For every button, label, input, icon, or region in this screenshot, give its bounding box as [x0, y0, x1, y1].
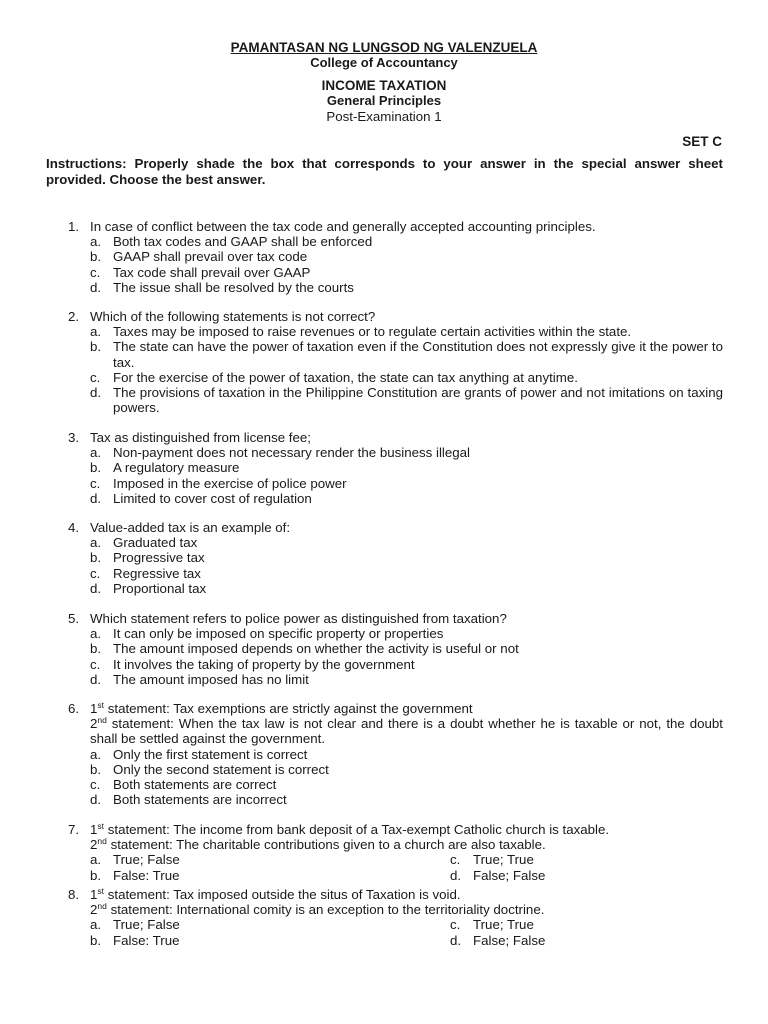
school-name: PAMANTASAN NG LUNGSOD NG VALENZUELA [230, 40, 538, 55]
ordinal: 2 [90, 716, 98, 732]
statement-2 [90, 837, 723, 852]
option-letter: d. [90, 385, 102, 400]
option-letter: c. [90, 475, 101, 491]
option-letter: c. [450, 852, 461, 868]
option-text: False; False [473, 867, 546, 883]
option-d [90, 280, 723, 295]
option-text: Imposed in the exercise of police power [113, 475, 347, 491]
option-letter: a. [90, 445, 102, 461]
statement-text: statement: The income from bank deposit of a Tax-exempt Catholic church is taxable. [104, 822, 610, 837]
option-row [90, 868, 723, 883]
option-text: Limited to cover cost of regulation [113, 490, 312, 506]
statement-2 [90, 716, 723, 746]
option-letter: d. [450, 932, 462, 948]
option-c [450, 917, 534, 932]
set-label: SET C [682, 134, 722, 149]
option-b [90, 460, 723, 475]
option-letter: a. [90, 746, 102, 762]
question-number: 6. [68, 701, 80, 716]
option-text: False: True [113, 932, 180, 948]
option-letter: d. [90, 792, 102, 808]
question-text: Tax as distinguished from license fee; [90, 430, 311, 445]
option-d [450, 868, 545, 883]
option-text: True; True [473, 852, 534, 868]
option-a [90, 445, 723, 460]
option-text: It involves the taking of property by the government [113, 656, 415, 672]
question-number: 8. [68, 887, 80, 902]
question-text: Which statement refers to police power as distinguished from taxation? [90, 611, 507, 626]
option-letter: b. [90, 550, 102, 566]
topic-title: General Principles [326, 93, 442, 108]
option-text: The state can have the power of taxation even if the Constitution does not expressly give it the power to tax. [113, 339, 723, 370]
option-c [90, 657, 723, 672]
option-c [90, 566, 723, 581]
option-letter: c. [90, 777, 101, 792]
option-a [90, 852, 180, 867]
option-letter: b. [90, 932, 102, 948]
ordinal-suffix: st [97, 700, 105, 710]
question-number: 5. [68, 611, 80, 626]
option-text: Regressive tax [113, 565, 201, 581]
option-row [90, 917, 723, 932]
option-letter: a. [90, 535, 102, 551]
option-text: The issue shall be resolved by the courts [113, 279, 354, 295]
option-text: Both tax codes and GAAP shall be enforced [113, 234, 373, 250]
option-a [90, 917, 180, 932]
option-a [90, 747, 723, 762]
option-b [90, 641, 723, 656]
question-text: In case of conflict between the tax code and generally accepted accounting principles. [90, 219, 596, 234]
option-letter: b. [90, 641, 102, 657]
ordinal-suffix: st [97, 821, 105, 831]
ordinal: 1 [90, 701, 98, 716]
statement-text: statement: Tax exemptions are strictly against the government [104, 701, 473, 716]
option-b [90, 550, 723, 565]
option-d [90, 581, 723, 596]
option-c [90, 265, 723, 280]
statement-text: statement: The charitable contributions given to a church are also taxable. [106, 837, 546, 853]
option-letter: b. [90, 249, 102, 265]
option-text: The amount imposed has no limit [113, 671, 309, 687]
option-text: Tax code shall prevail over GAAP [113, 264, 311, 280]
ordinal-suffix: nd [97, 836, 107, 847]
option-d [90, 672, 723, 687]
option-text: Both statements are incorrect [113, 792, 287, 808]
question-text: Which of the following statements is not correct? [90, 309, 376, 324]
option-row [90, 852, 723, 867]
option-a [90, 535, 723, 550]
option-text: False: True [113, 867, 180, 883]
option-letter: a. [90, 324, 102, 340]
option-letter: d. [90, 671, 102, 687]
exam-title: Post-Examination 1 [326, 109, 442, 124]
option-text: Both statements are correct [113, 777, 277, 792]
ordinal-suffix: st [97, 886, 105, 896]
option-b [90, 933, 180, 948]
option-letter: c. [90, 656, 101, 672]
option-letter: b. [90, 460, 102, 476]
question-number: 2. [68, 309, 80, 324]
option-b [90, 249, 723, 264]
option-d [90, 491, 723, 506]
option-row [90, 933, 723, 948]
option-letter: b. [90, 339, 102, 355]
option-text: Only the second statement is correct [113, 761, 329, 777]
option-d [450, 933, 545, 948]
option-text: Proportional tax [113, 580, 207, 596]
ordinal-suffix: nd [97, 715, 107, 726]
option-letter: a. [90, 852, 102, 868]
option-a [90, 324, 723, 339]
statement-1 [90, 887, 723, 902]
option-text: False; False [473, 932, 546, 948]
option-letter: c. [90, 264, 101, 280]
option-text: Only the first statement is correct [113, 746, 308, 762]
option-letter: a. [90, 626, 102, 642]
subject-title: INCOME TAXATION [321, 78, 447, 93]
ordinal: 2 [90, 902, 98, 918]
option-b [90, 762, 723, 777]
option-text: Non-payment does not necessary render the business illegal [113, 445, 471, 461]
question-number: 3. [68, 430, 80, 445]
option-letter: a. [90, 917, 102, 933]
question-number: 7. [68, 822, 80, 837]
option-text: Progressive tax [113, 550, 205, 566]
statement-text: statement: When the tax law is not clear and there is a doubt whether he is taxable or not, the doubt shall be settled against the government. [90, 716, 723, 747]
option-letter: b. [90, 867, 102, 883]
statement-1 [90, 701, 723, 716]
option-c [90, 777, 723, 792]
option-letter: d. [450, 867, 462, 883]
option-b [90, 868, 180, 883]
question-number: 1. [68, 219, 80, 234]
option-letter: d. [90, 580, 102, 596]
option-c [90, 476, 723, 491]
ordinal: 2 [90, 837, 98, 853]
option-c [450, 852, 534, 867]
question-text: Value-added tax is an example of: [90, 520, 291, 535]
option-letter: d. [90, 279, 102, 295]
option-text: The provisions of taxation in the Philippine Constitution are grants of power and not imitations on taxing powers. [113, 385, 723, 416]
statement-text: statement: International comity is an exception to the territoriality doctrine. [106, 902, 545, 918]
option-text: Taxes may be imposed to raise revenues or to regulate certain activities within the state. [113, 324, 632, 340]
option-letter: c. [450, 917, 461, 933]
option-text: True; True [473, 917, 534, 933]
option-d [90, 792, 723, 807]
option-letter: c. [90, 565, 101, 581]
option-letter: c. [90, 369, 101, 385]
statement-1 [90, 822, 723, 837]
option-text: GAAP shall prevail over tax code [113, 249, 308, 265]
question-number: 4. [68, 520, 80, 535]
option-c [90, 370, 723, 385]
ordinal: 1 [90, 822, 98, 837]
option-letter: a. [90, 234, 102, 250]
option-letter: b. [90, 761, 102, 777]
option-letter: d. [90, 490, 102, 506]
option-text: True; False [113, 852, 180, 868]
option-text: For the exercise of the power of taxation, the state can tax anything at anytime. [113, 369, 578, 385]
option-text: Graduated tax [113, 535, 198, 551]
college-name: College of Accountancy [310, 55, 458, 70]
option-text: The amount imposed depends on whether the activity is useful or not [113, 641, 519, 657]
option-text: True; False [113, 917, 180, 933]
statement-2 [90, 902, 723, 917]
instructions: Instructions: Properly shade the box that corresponds to your answer in the special answer sheet provided. Choose the best answer. [46, 156, 723, 187]
option-d [90, 385, 723, 415]
option-a [90, 626, 723, 641]
ordinal: 1 [90, 887, 98, 902]
option-text: A regulatory measure [113, 460, 240, 476]
option-text: It can only be imposed on specific property or properties [113, 626, 444, 642]
statement-text: statement: Tax imposed outside the situs of Taxation is void. [104, 887, 461, 902]
option-a [90, 234, 723, 249]
option-b [90, 339, 723, 369]
ordinal-suffix: nd [97, 901, 107, 912]
